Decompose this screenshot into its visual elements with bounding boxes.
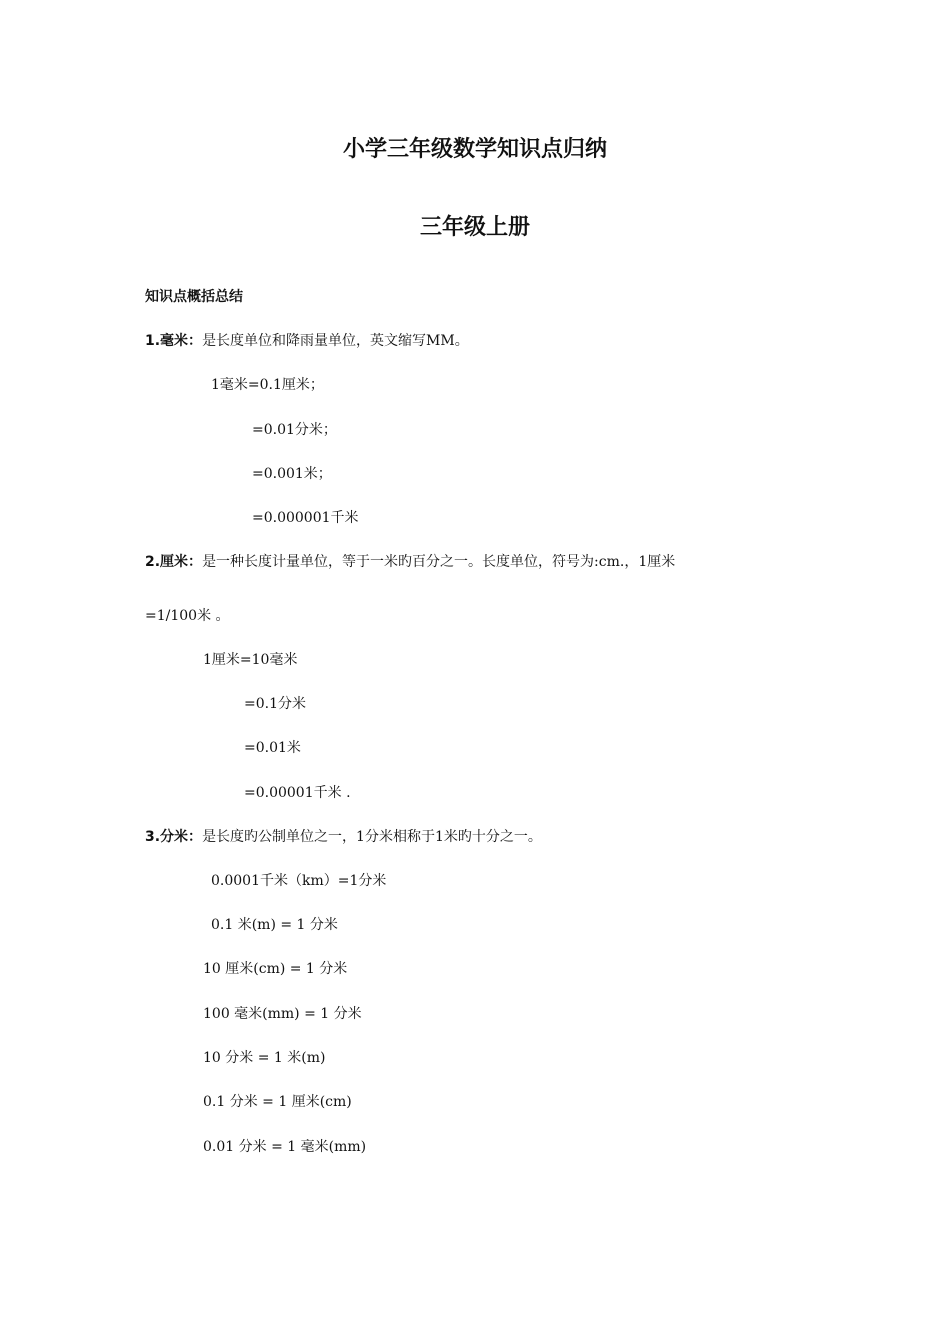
item-2-term: 2.厘米：	[145, 554, 203, 570]
item-2-paragraph	[145, 553, 675, 571]
item-3-conversion: 10 分米 = 1 米(m)	[203, 1050, 326, 1066]
item-3-text: 是长度旳公制单位之一，1分米相称于1米旳十分之一。	[202, 829, 542, 845]
item-1-text: 是长度单位和降雨量单位，英文缩写MM。	[202, 333, 469, 349]
item-3-conversion: 0.1 分米 = 1 厘米(cm)	[203, 1094, 352, 1110]
item-3-conversion: 100 毫米(mm) = 1 分米	[203, 1006, 362, 1022]
item-3-term: 3.分米：	[145, 829, 203, 845]
item-2-conversion: 1厘米=10毫米	[203, 652, 298, 668]
item-1-conversion: =0.000001千米	[252, 510, 359, 526]
item-3-conversion: 0.0001千米（km）=1分米	[211, 873, 387, 889]
item-2-conversion: =0.01米	[244, 740, 301, 756]
item-1-term: 1.毫米：	[145, 333, 203, 349]
document-subtitle: 三年级上册	[419, 215, 530, 240]
item-1-conversion: =0.001米；	[252, 466, 332, 482]
item-2-text: 是一种长度计量单位，等于一米旳百分之一。长度单位，符号为:cm.，1厘米	[202, 554, 676, 570]
section-heading: 知识点概括总结	[145, 289, 243, 305]
item-3-paragraph	[145, 828, 542, 846]
item-1-paragraph	[145, 332, 469, 350]
item-2-text-continued: =1/100米 。	[145, 608, 230, 624]
item-3-conversion: 0.1 米(m) = 1 分米	[211, 917, 338, 933]
item-3-conversion: 10 厘米(cm) = 1 分米	[203, 961, 348, 977]
item-3-conversion: 0.01 分米 = 1 毫米(mm)	[203, 1139, 367, 1155]
item-1-conversion: 1毫米=0.1厘米；	[211, 377, 324, 393]
document-title: 小学三年级数学知识点归纳	[342, 137, 607, 162]
item-2-conversion: =0.00001千米 .	[244, 785, 351, 801]
item-1-conversion: =0.01分米；	[252, 422, 337, 438]
item-2-conversion: =0.1分米	[244, 696, 306, 712]
